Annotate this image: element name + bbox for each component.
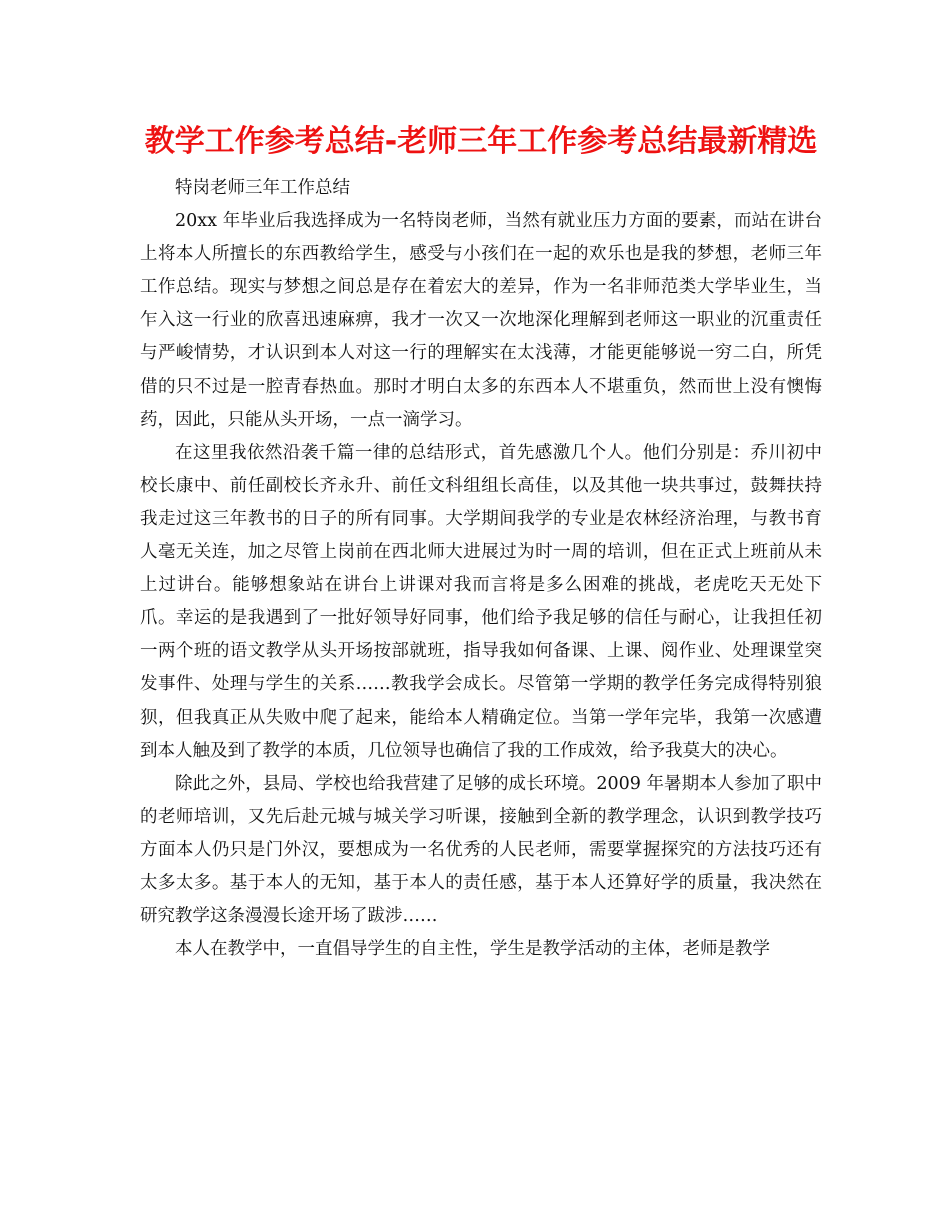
paragraph-4: 本人在教学中，一直倡导学生的自主性，学生是教学活动的主体，老师是教学 (175, 939, 770, 960)
paragraph-1: 20xx 年毕业后我选择成为一名特岗老师，当然有就业压力方面的要素，而站在讲台上将本人所擅长的东西教给学生，感受与小孩们在一起的欢乐也是我的梦想，老师三年工作总结。现实与梦想之间总是存在着宏大的差异，作为一名非师范类大学毕业生，当乍入这一行业的欣喜迅速麻痹，我才一次又一次地深化理解到老师这一职业的沉重责任与严峻情势，才认识到本人对这一行的理解实在太浅薄，才能更能够说一穷二白，所凭借的只不过是一腔青春热血。那时才明白太多的东西本人不堪重负，然而世上没有懊悔药，因此，只能从头开场，一点一滴学习。 (140, 211, 822, 430)
document-content (140, 120, 822, 966)
section-heading: 特岗老师三年工作总结 (175, 178, 350, 198)
paragraph-3: 除此之外，县局、学校也给我营建了足够的成长环境。2009 年暑期本人参加了职中的老师培训，又先后赴元城与城关学习听课，接触到全新的教学理念，认识到教学技巧方面本人仍只是门外汉，要想成为一名优秀的人民老师，需要掌握探究的方法技巧还有太多太多。基于本人的无知，基于本人的责任感，基于本人还算好学的质量，我决然在研究教学这条漫漫长途开场了跋涉…… (140, 773, 822, 927)
document-title: 教学工作参考总结-老师三年工作参考总结最新精选 (144, 124, 818, 159)
paragraph-2: 在这里我依然沿袭千篇一律的总结形式，首先感激几个人。他们分别是：乔川初中校长康中、前任副校长齐永升、前任文科组组长高佳，以及其他一块共事过，鼓舞扶持我走过这三年教书的日子的所有同事。大学期间我学的专业是农林经济治理，与教书育人毫无关连，加之尽管上岗前在西北师大进展过为时一周的培训，但在正式上班前从未上过讲台。能够想象站在讲台上讲课对我而言将是多么困难的挑战，老虎吃天无处下爪。幸运的是我遇到了一批好领导好同事，他们给予我足够的信任与耐心，让我担任初一两个班的语文教学从头开场按部就班，指导我如何备课、上课、阅作业、处理课堂突发事件、处理与学生的关系……教我学会成长。尽管第一学期的教学任务完成得特别狼狈，但我真正从失败中爬了起来，能给本人精确定位。当第一学年完毕，我第一次感遭到本人触及到了教学的本质，几位领导也确信了我的工作成效，给予我莫大的决心。 (140, 442, 822, 761)
